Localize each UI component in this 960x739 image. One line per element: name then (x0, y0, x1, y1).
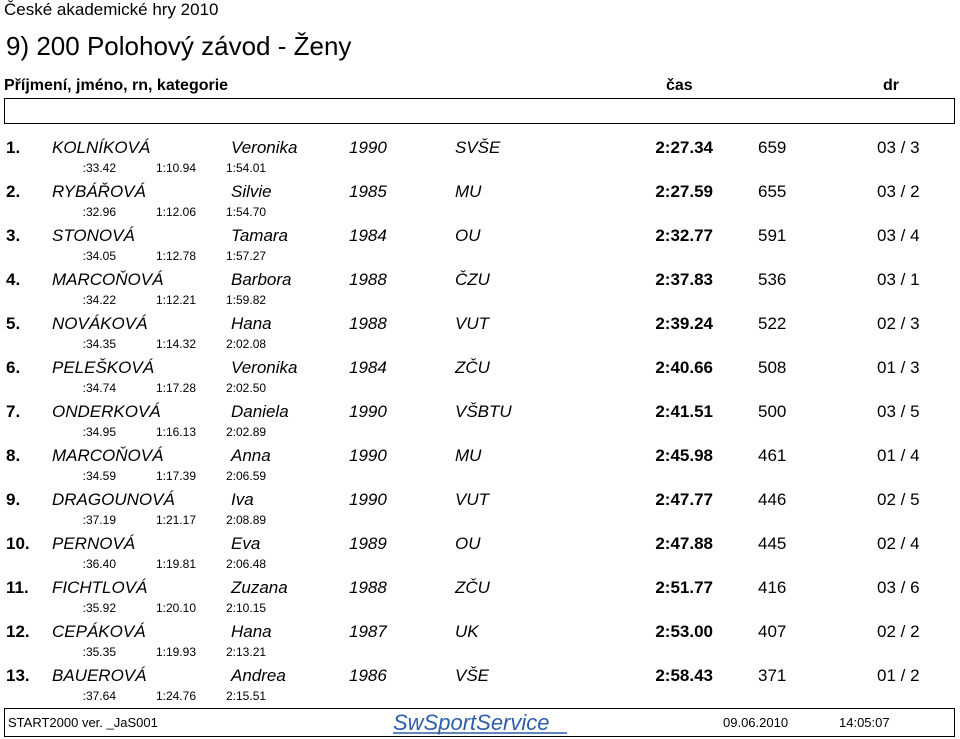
birth-year: 1984 (349, 226, 387, 245)
birth-year: 1988 (349, 578, 387, 597)
points: 591 (758, 226, 787, 245)
split-50: :37.19 (82, 513, 116, 527)
firstname: Hana (231, 314, 272, 333)
split-150: 2:02.89 (226, 425, 267, 439)
rank: 12. (6, 622, 30, 641)
surname: CEPÁKOVÁ (52, 622, 146, 641)
logo-text: SwSportService (393, 710, 550, 735)
time: 2:39.24 (655, 314, 713, 333)
surname: MARCOŇOVÁ (52, 446, 164, 465)
surname: KOLNÍKOVÁ (52, 138, 151, 157)
print-time: 14:05:07 (839, 715, 890, 730)
split-50: :34.22 (82, 293, 116, 307)
rank: 5. (6, 314, 21, 333)
heat-lane: 03 / 2 (877, 182, 920, 201)
split-100: 1:19.81 (155, 557, 196, 571)
club: ZČU (455, 358, 490, 377)
points: 446 (758, 490, 787, 509)
split-50: :33.42 (82, 161, 116, 175)
time: 2:58.43 (655, 666, 713, 685)
heat-lane: 02 / 4 (877, 534, 920, 553)
split-100: 1:10.94 (155, 161, 196, 175)
split-150: 1:59.82 (226, 293, 267, 307)
rank: 10. (6, 534, 30, 553)
club: OU (455, 226, 481, 245)
firstname: Iva (231, 490, 254, 509)
rank: 9. (6, 490, 21, 509)
surname: BAUEROVÁ (52, 666, 147, 685)
heat-lane: 01 / 2 (877, 666, 920, 685)
surname: RYBÁŘOVÁ (52, 182, 146, 201)
split-150: 2:13.21 (226, 645, 267, 659)
firstname: Hana (231, 622, 272, 641)
result-row (0, 401, 960, 445)
split-50: :32.96 (82, 205, 116, 219)
result-row (0, 225, 960, 269)
time: 2:47.88 (655, 534, 713, 553)
time: 2:32.77 (655, 226, 713, 245)
rank: 11. (6, 578, 29, 597)
rank: 6. (6, 358, 21, 377)
heat-lane: 01 / 4 (877, 446, 920, 465)
split-50: :34.74 (82, 381, 116, 395)
split-150: 2:08.89 (226, 513, 267, 527)
surname: DRAGOUNOVÁ (52, 490, 175, 509)
birth-year: 1990 (349, 402, 387, 421)
club: SVŠE (455, 138, 501, 157)
split-100: 1:20.10 (155, 601, 196, 615)
split-100: 1:12.06 (155, 205, 196, 219)
column-header-dr: dr (883, 77, 899, 94)
header-box (4, 98, 955, 124)
time: 2:47.77 (655, 490, 713, 509)
split-100: 1:17.28 (155, 381, 196, 395)
heat-lane: 01 / 3 (877, 358, 920, 377)
club: ČZU (455, 270, 490, 289)
column-header-time: čas (666, 77, 693, 94)
result-row (0, 577, 960, 621)
event-name: České akademické hry 2010 (4, 0, 219, 19)
rank: 2. (6, 182, 21, 201)
split-100: 1:17.39 (155, 469, 196, 483)
birth-year: 1988 (349, 314, 387, 333)
split-50: :37.64 (82, 689, 116, 703)
club: VUT (455, 490, 489, 509)
result-row (0, 533, 960, 577)
club: MU (455, 182, 482, 201)
club: OU (455, 534, 481, 553)
rank: 4. (6, 270, 21, 289)
club: ZČU (455, 578, 490, 597)
split-150: 1:57.27 (226, 249, 267, 263)
sportservice-logo (391, 710, 569, 735)
surname: STONOVÁ (52, 226, 135, 245)
surname: NOVÁKOVÁ (52, 314, 148, 333)
firstname: Zuzana (231, 578, 288, 597)
heat-lane: 03 / 3 (877, 138, 920, 157)
split-50: :35.92 (82, 601, 116, 615)
split-50: :34.59 (82, 469, 116, 483)
page-title: 9) 200 Polohový závod - Ženy (6, 31, 352, 61)
result-row (0, 445, 960, 489)
time: 2:27.34 (655, 138, 713, 157)
result-row (0, 137, 960, 181)
result-row (0, 181, 960, 225)
result-row (0, 621, 960, 665)
firstname: Veronika (231, 358, 298, 377)
birth-year: 1987 (349, 622, 387, 641)
firstname: Barbora (231, 270, 292, 289)
split-50: :34.35 (82, 337, 116, 351)
points: 508 (758, 358, 787, 377)
split-150: 2:15.51 (226, 689, 267, 703)
birth-year: 1990 (349, 490, 387, 509)
firstname: Silvie (231, 182, 272, 201)
points: 655 (758, 182, 787, 201)
birth-year: 1986 (349, 666, 387, 685)
heat-lane: 03 / 5 (877, 402, 920, 421)
points: 522 (758, 314, 787, 333)
time: 2:41.51 (655, 402, 713, 421)
split-150: 2:02.50 (226, 381, 267, 395)
club: VŠE (455, 666, 490, 685)
points: 659 (758, 138, 787, 157)
rank: 1. (6, 138, 21, 157)
surname: PELEŠKOVÁ (52, 358, 155, 377)
split-150: 1:54.01 (226, 161, 267, 175)
club: VŠBTU (455, 402, 512, 421)
firstname: Tamara (231, 226, 289, 245)
birth-year: 1990 (349, 446, 387, 465)
result-row (0, 357, 960, 401)
time: 2:53.00 (655, 622, 713, 641)
heat-lane: 03 / 4 (877, 226, 920, 245)
firstname: Andrea (231, 666, 286, 685)
birth-year: 1988 (349, 270, 387, 289)
club: UK (455, 622, 479, 641)
split-50: :35.35 (82, 645, 116, 659)
points: 536 (758, 270, 787, 289)
split-150: 2:10.15 (226, 601, 267, 615)
result-row (0, 313, 960, 357)
birth-year: 1989 (349, 534, 387, 553)
result-row (0, 665, 960, 709)
firstname: Veronika (231, 138, 298, 157)
time: 2:27.59 (655, 182, 713, 201)
split-100: 1:16.13 (155, 425, 196, 439)
software-version: START2000 ver. _JaS001 (8, 715, 158, 730)
split-150: 2:06.59 (226, 469, 267, 483)
points: 416 (758, 578, 787, 597)
split-50: :36.40 (82, 557, 116, 571)
birth-year: 1990 (349, 138, 387, 157)
heat-lane: 02 / 2 (877, 622, 920, 641)
print-date: 09.06.2010 (723, 715, 789, 730)
split-100: 1:12.21 (155, 293, 196, 307)
birth-year: 1984 (349, 358, 387, 377)
firstname: Daniela (231, 402, 289, 421)
split-50: :34.95 (82, 425, 116, 439)
result-row (0, 269, 960, 313)
time: 2:51.77 (655, 578, 713, 597)
time: 2:40.66 (655, 358, 713, 377)
result-row (0, 489, 960, 533)
surname: ONDERKOVÁ (52, 402, 161, 421)
split-100: 1:24.76 (155, 689, 196, 703)
time: 2:37.83 (655, 270, 713, 289)
split-100: 1:21.17 (155, 513, 196, 527)
split-100: 1:14.32 (155, 337, 196, 351)
split-150: 2:02.08 (226, 337, 267, 351)
club: VUT (455, 314, 489, 333)
split-100: 1:12.78 (155, 249, 196, 263)
club: MU (455, 446, 482, 465)
rank: 13. (6, 666, 30, 685)
surname: FICHTLOVÁ (52, 578, 148, 597)
rank: 3. (6, 226, 21, 245)
points: 461 (758, 446, 787, 465)
footer (4, 708, 955, 737)
heat-lane: 02 / 3 (877, 314, 920, 333)
birth-year: 1985 (349, 182, 387, 201)
split-100: 1:19.93 (155, 645, 196, 659)
rank: 7. (6, 402, 21, 421)
heat-lane: 03 / 1 (877, 270, 920, 289)
points: 407 (758, 622, 787, 641)
points: 445 (758, 534, 787, 553)
split-150: 2:06.48 (226, 557, 267, 571)
firstname: Eva (231, 534, 261, 553)
column-header-name: Příjmení, jméno, rn, kategorie (4, 77, 229, 94)
rank: 8. (6, 446, 21, 465)
points: 371 (758, 666, 787, 685)
points: 500 (758, 402, 787, 421)
time: 2:45.98 (655, 446, 713, 465)
surname: MARCOŇOVÁ (52, 270, 164, 289)
surname: PERNOVÁ (52, 534, 136, 553)
firstname: Anna (231, 446, 271, 465)
split-150: 1:54.70 (226, 205, 267, 219)
heat-lane: 03 / 6 (877, 578, 920, 597)
heat-lane: 02 / 5 (877, 490, 920, 509)
split-50: :34.05 (82, 249, 116, 263)
